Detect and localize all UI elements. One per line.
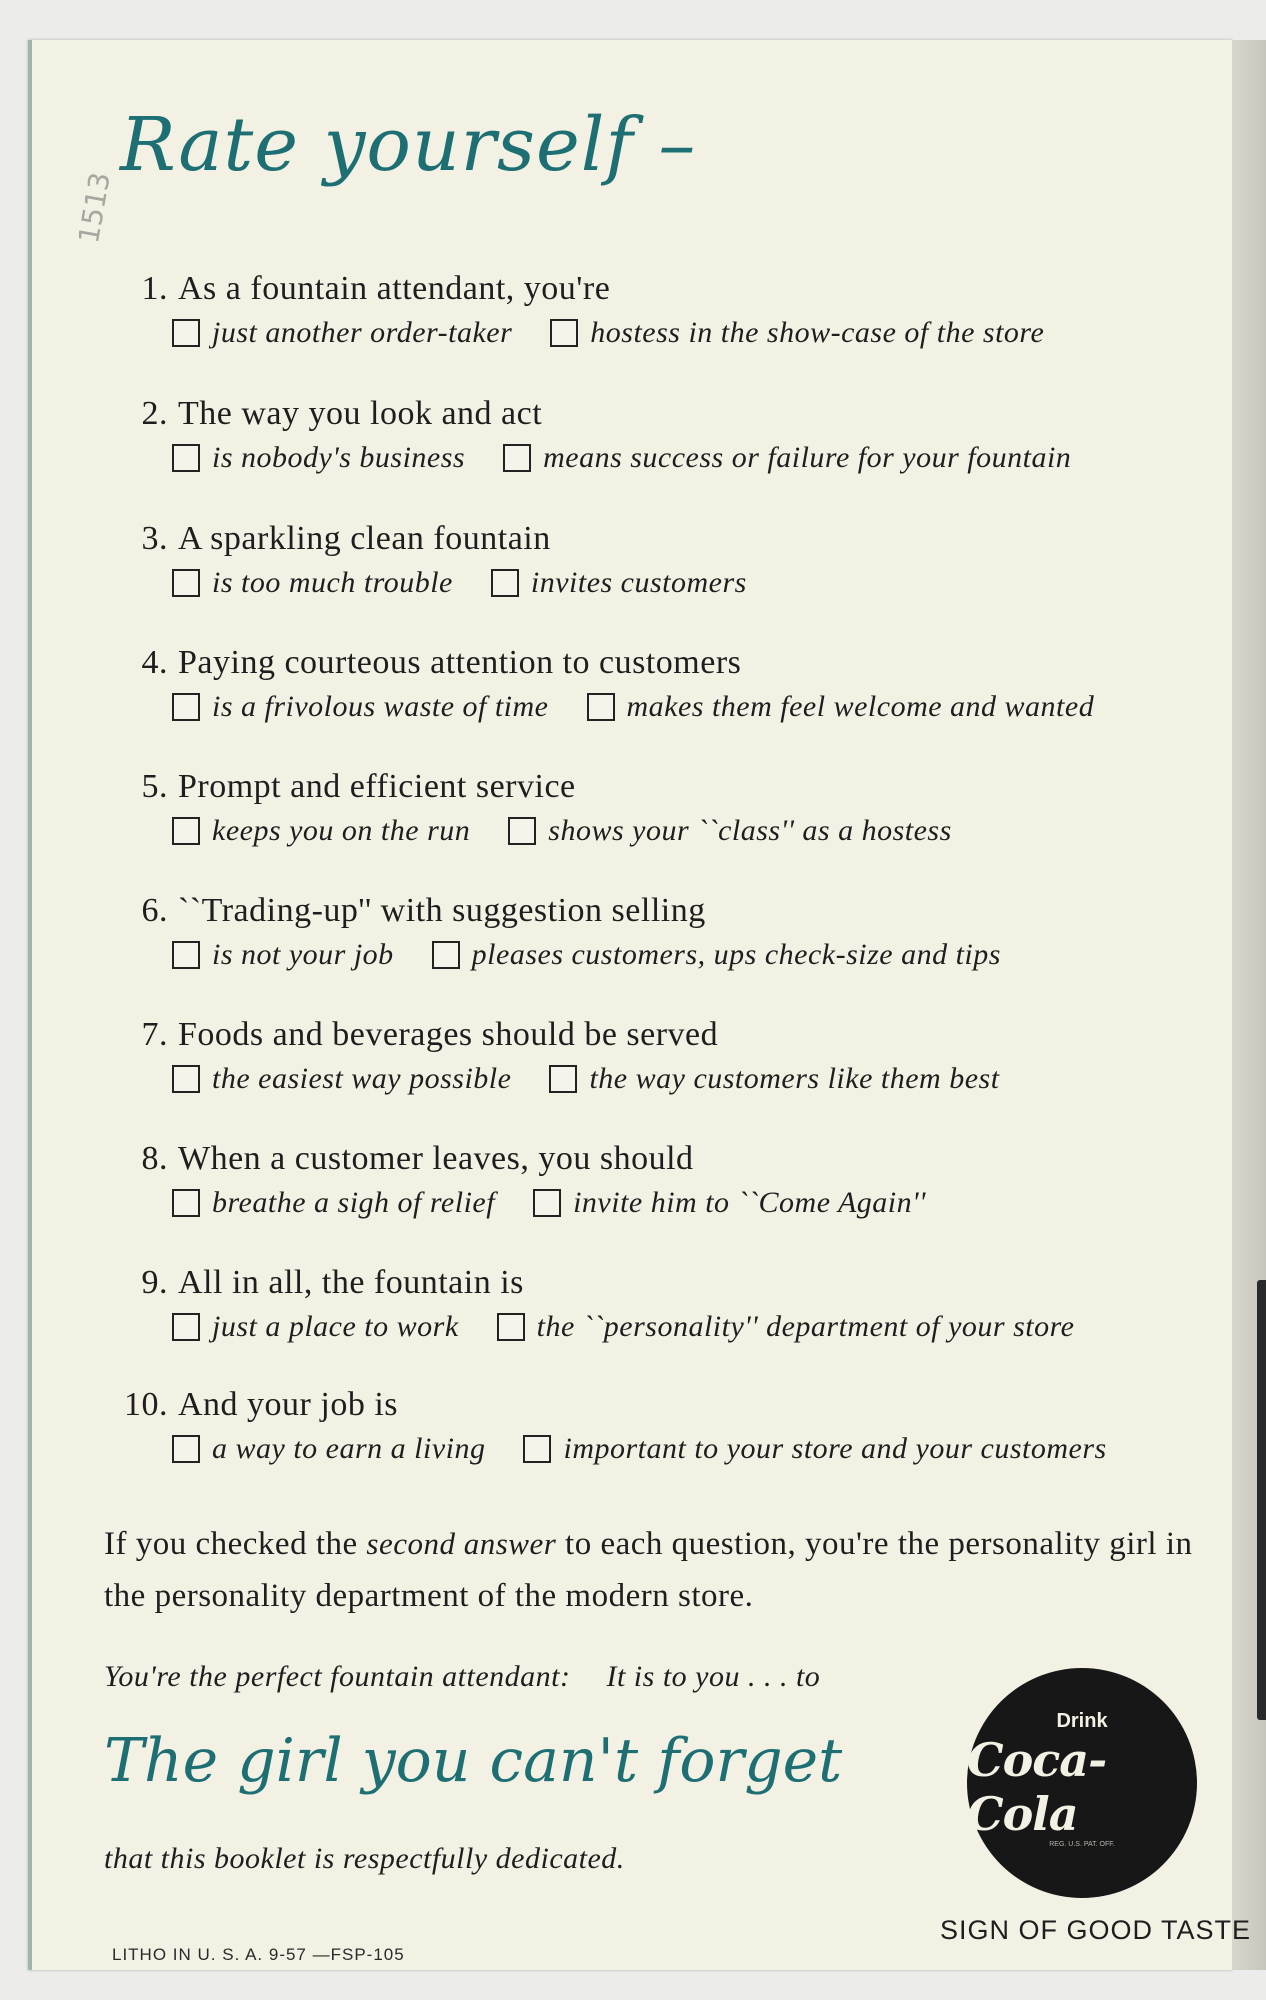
logo-drink: Drink	[1056, 1710, 1108, 1732]
answer-option-first[interactable]	[172, 316, 512, 350]
answer-options	[172, 814, 990, 853]
answer-label: the ``personality'' department of your store	[536, 1310, 1075, 1343]
answer-label: is nobody's business	[212, 441, 466, 474]
answer-option-second[interactable]	[491, 566, 747, 600]
question-number: 3.	[141, 520, 168, 557]
answer-option-second[interactable]	[587, 690, 1095, 724]
question-label: Paying courteous attention to customers	[178, 644, 742, 681]
question-text	[124, 892, 706, 930]
answer-option-first[interactable]	[172, 441, 465, 475]
answer-label: just another order-taker	[212, 316, 513, 349]
checkbox[interactable]	[587, 693, 615, 721]
answer-label: a way to earn a living	[212, 1432, 486, 1465]
checkbox[interactable]	[549, 1065, 577, 1093]
question-label: Foods and beverages should be served	[178, 1016, 719, 1053]
answer-label: shows your ``class'' as a hostess	[548, 814, 952, 847]
answer-option-first[interactable]	[172, 938, 394, 972]
question-number: 7.	[141, 1016, 168, 1053]
print-info: LITHO IN U. S. A. 9-57 —FSP-105	[112, 1945, 405, 1964]
checkbox[interactable]	[533, 1189, 561, 1217]
checkbox[interactable]	[172, 569, 200, 597]
answer-label: is not your job	[212, 938, 394, 971]
answer-label: makes them feel welcome and wanted	[626, 690, 1095, 723]
conclusion-text	[104, 1518, 1224, 1622]
answer-option-first[interactable]	[172, 690, 549, 724]
checkbox[interactable]	[172, 1065, 200, 1093]
question-text	[124, 1264, 524, 1302]
question-text	[124, 768, 576, 806]
checkbox[interactable]	[523, 1435, 551, 1463]
answer-label: invites customers	[530, 566, 747, 599]
checkbox[interactable]	[172, 1189, 200, 1217]
question-number: 2.	[141, 395, 168, 432]
answer-option-second[interactable]	[523, 1432, 1106, 1466]
answer-options	[172, 938, 1039, 977]
question-label: As a fountain attendant, you're	[178, 270, 611, 307]
answer-options	[172, 1062, 1038, 1101]
conclusion-part1: If you checked the	[104, 1526, 358, 1562]
question-text	[124, 1140, 694, 1178]
question-label: All in all, the fountain is	[178, 1264, 524, 1301]
girl-headline: The girl you can't forget	[104, 1726, 843, 1796]
answer-options	[172, 1432, 1145, 1471]
question-text	[124, 270, 610, 308]
checkbox[interactable]	[172, 941, 200, 969]
answer-label: is a frivolous waste of time	[212, 690, 549, 723]
answer-option-second[interactable]	[497, 1310, 1075, 1344]
question-label: ``Trading-up'' with suggestion selling	[178, 892, 706, 929]
answer-option-first[interactable]	[172, 1186, 495, 1220]
answer-options	[172, 316, 1082, 355]
checkbox[interactable]	[497, 1313, 525, 1341]
perfect-right: It is to you . . . to	[606, 1660, 821, 1693]
coca-cola-logo	[967, 1668, 1197, 1898]
answer-label: means success or failure for your fountain	[543, 441, 1072, 474]
answer-option-second[interactable]	[550, 316, 1044, 350]
checkbox[interactable]	[172, 1435, 200, 1463]
answer-label: the easiest way possible	[212, 1062, 512, 1095]
question-number: 10.	[124, 1386, 168, 1423]
question-number: 1.	[141, 270, 168, 307]
question-number: 6.	[141, 892, 168, 929]
checkbox[interactable]	[503, 444, 531, 472]
pencil-note: 1513	[72, 169, 117, 246]
question-text	[124, 1386, 398, 1424]
answer-options	[172, 1310, 1112, 1349]
checkbox[interactable]	[172, 693, 200, 721]
checkbox[interactable]	[172, 817, 200, 845]
answer-label: hostess in the show-case of the store	[590, 316, 1045, 349]
answer-option-first[interactable]	[172, 1310, 459, 1344]
logo-trademark: REG. U.S. PAT. OFF.	[1049, 1841, 1115, 1848]
answer-label: invite him to ``Come Again''	[573, 1186, 926, 1219]
answer-option-second[interactable]	[508, 814, 952, 848]
question-label: And your job is	[178, 1386, 398, 1423]
question-number: 5.	[141, 768, 168, 805]
answer-label: pleases customers, ups check-size and tips	[471, 938, 1001, 971]
answer-option-first[interactable]	[172, 1432, 485, 1466]
question-label: The way you look and act	[178, 395, 543, 432]
answer-label: keeps you on the run	[212, 814, 471, 847]
answer-label: just a place to work	[212, 1310, 459, 1343]
answer-label: important to your store and your customers	[563, 1432, 1107, 1465]
answer-option-second[interactable]	[549, 1062, 999, 1096]
checkbox[interactable]	[172, 319, 200, 347]
question-text	[124, 1016, 718, 1054]
answer-label: is too much trouble	[212, 566, 453, 599]
conclusion-emphasis: second answer	[366, 1526, 557, 1561]
slogan: SIGN OF GOOD TASTE	[940, 1915, 1252, 1945]
checkbox[interactable]	[172, 444, 200, 472]
answer-option-first[interactable]	[172, 566, 453, 600]
checkbox[interactable]	[508, 817, 536, 845]
answer-options	[172, 566, 785, 605]
answer-option-first[interactable]	[172, 1062, 511, 1096]
answer-option-first[interactable]	[172, 814, 470, 848]
question-number: 8.	[141, 1140, 168, 1177]
question-label: A sparkling clean fountain	[178, 520, 551, 557]
answer-option-second[interactable]	[533, 1186, 926, 1220]
booklet-page	[28, 40, 1252, 1970]
booklet-spine-shadow	[1257, 1280, 1266, 1720]
perfect-left: You're the perfect fountain attendant:	[104, 1660, 571, 1693]
answer-label: breathe a sigh of relief	[212, 1186, 496, 1219]
answer-options	[172, 1186, 964, 1225]
answer-label: the way customers like them best	[589, 1062, 1000, 1095]
checkbox[interactable]	[491, 569, 519, 597]
answer-option-second[interactable]	[503, 441, 1071, 475]
dedication-line: that this booklet is respectfully dedicated.	[104, 1842, 625, 1875]
question-label: Prompt and efficient service	[178, 768, 576, 805]
answer-options	[172, 441, 1109, 480]
checkbox[interactable]	[550, 319, 578, 347]
question-text	[124, 395, 542, 433]
checkbox[interactable]	[432, 941, 460, 969]
checkbox[interactable]	[172, 1313, 200, 1341]
page-title: Rate yourself –	[120, 102, 697, 188]
answer-option-second[interactable]	[432, 938, 1001, 972]
question-text	[124, 520, 551, 558]
question-number: 9.	[141, 1264, 168, 1301]
question-label: When a customer leaves, you should	[178, 1140, 694, 1177]
conclusion-part2: to each question, you're the personality girl in the personality department of the modern store.	[104, 1526, 1193, 1614]
question-text	[124, 644, 741, 682]
logo-brand: Coca-Cola	[967, 1733, 1107, 1841]
answer-options	[172, 690, 1132, 729]
question-number: 4.	[141, 644, 168, 681]
perfect-attendant-line	[104, 1660, 820, 1694]
